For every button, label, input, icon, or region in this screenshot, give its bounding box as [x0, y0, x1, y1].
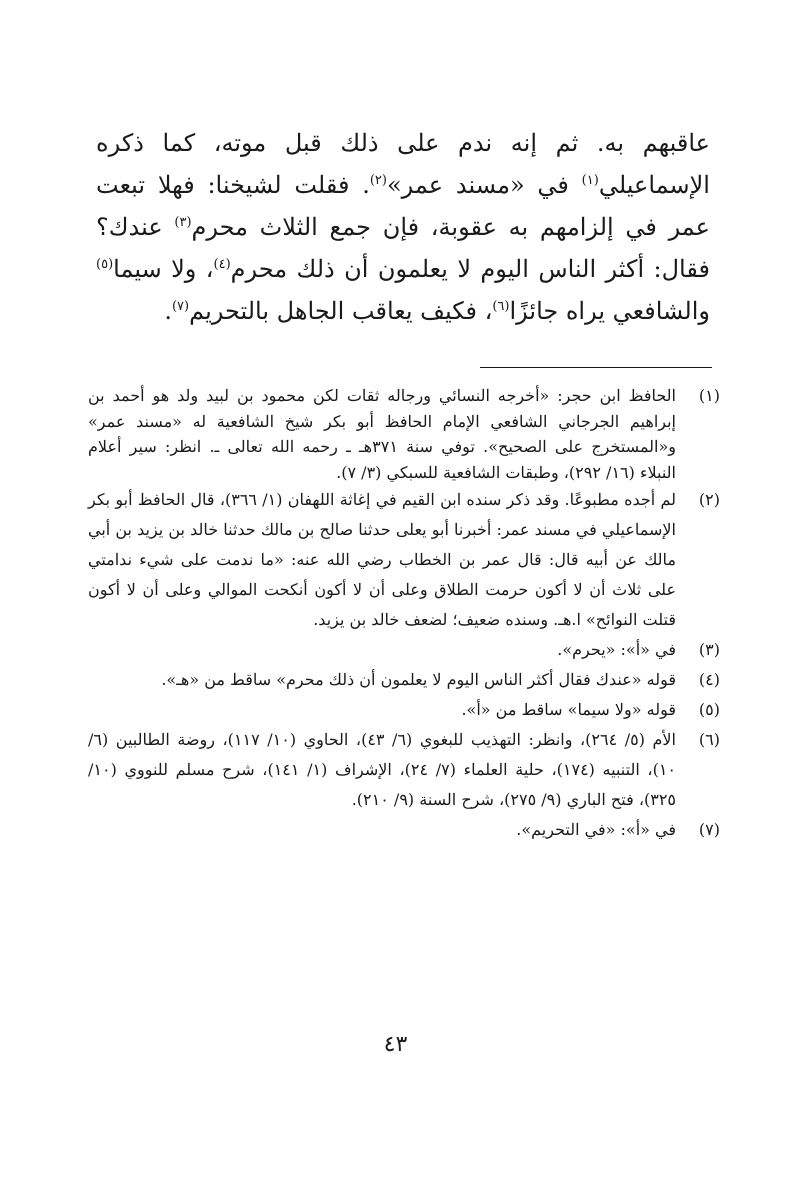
main-text-segment: ، ولا سيما	[113, 255, 214, 283]
footnote-number: (٦)	[698, 730, 720, 749]
main-text	[96, 122, 710, 332]
footnote-text: في «أ»: «يحرم».	[557, 640, 676, 659]
footnote-text: قوله «عندك فقال أكثر الناس اليوم لا يعلمون أن ذلك محرم» ساقط من «هـ».	[161, 670, 676, 689]
main-text-segment: .	[164, 297, 172, 325]
main-text-segment: . فقلت لشيخنا: فهلا تبعت عمر في إلزامهم به عقوبة، فإن جمع الثلاث محرم	[96, 171, 711, 241]
footnote-5	[88, 695, 720, 725]
page-number: ٤٣	[383, 1032, 408, 1057]
footnote-6	[88, 725, 720, 815]
footnote-7	[88, 815, 720, 845]
footnote-ref-6[interactable]: (٦)	[492, 299, 510, 314]
footnote-3	[88, 635, 720, 665]
footnote-number: (٧)	[698, 820, 720, 839]
footnote-text: قوله «ولا سيما» ساقط من «أ».	[461, 700, 676, 719]
footnote-number: (٤)	[698, 670, 720, 689]
main-text-segment: والشافعي يراه جائزًا	[509, 297, 710, 325]
footnote-ref-5[interactable]: (٥)	[96, 257, 114, 272]
footnote-text: لم أجده مطبوعًا. وقد ذكر سنده ابن القيم في إغاثة اللهفان (١/ ٣٦٦)، قال الحافظ أبو بكر الإسماعيلي في مسند عمر: أخبرنا أبو يعلى حدثنا صالح بن مالك حدثنا خالد بن يزيد بن أبي مالك عن أبيه قال: قال عمر بن الخطاب رضي الله عنه: «ما ندمت على شيء ندامتي على ثلاث أن لا أكون حرمت الطلاق وعلى أن لا أكون أنكحت الموالي وعلى أن لا أكون قتلت النوائح» ا.هـ. وسنده ضعيف؛ لضعف خالد بن يزيد.	[88, 490, 676, 629]
footnote-1	[88, 383, 720, 485]
footnote-number: (١)	[698, 386, 720, 405]
footnote-text: في «أ»: «في التحريم».	[516, 820, 676, 839]
footnote-4	[88, 665, 720, 695]
footnote-text: الحافظ ابن حجر: «أخرجه النسائي ورجاله ثقات لكن محمود بن لبيد ولد هو أحمد بن إبراهيم الجرجاني الشافعي الإمام الحافظ أبو بكر شيخ الشافعية له «مسند عمر» و«المستخرج على الصحيح». توفي سنة ٣٧١هـ ـ رحمه الله تعالى ـ. انظر: سير أعلام النبلاء (١٦/ ٢٩٢)، وطبقات الشافعية للسبكي (٣/ ٧).	[88, 386, 677, 482]
main-text-segment: عاقبهم به. ثم إنه ندم على ذلك قبل موته، كما ذكره الإسماعيلي	[96, 129, 710, 199]
footnote-2	[88, 485, 720, 635]
main-text-segment: في «مسند عمر»	[386, 171, 569, 199]
footnote-number: (٣)	[698, 640, 720, 659]
footnote-ref-3[interactable]: (٣)	[174, 215, 192, 230]
footnote-number: (٥)	[698, 700, 720, 719]
main-text-segment: عندك؟ فقال: أكثر الناس اليوم لا يعلمون أن ذلك محرم	[96, 213, 710, 283]
footnote-text: الأم (٥/ ٢٦٤)، وانظر: التهذيب للبغوي (٦/ ٤٣)، الحاوي (١٠/ ١١٧)، روضة الطالبين (٦/ ١٠)، التنبيه (١٧٤)، حلية العلماء (٧/ ٢٤)، الإشراف (١/ ١٤١)، شرح مسلم للنووي (١٠/ ٣٢٥)، فتح الباري (٩/ ٢٧٥)، شرح السنة (٩/ ٢١٠).	[88, 730, 677, 809]
footnote-ref-1[interactable]: (١)	[581, 173, 599, 188]
main-text-segment: ، فكيف يعاقب الجاهل بالتحريم	[189, 297, 493, 325]
main-paragraph	[96, 122, 710, 332]
footnote-ref-2[interactable]: (٢)	[369, 173, 387, 188]
footnote-divider	[480, 367, 712, 368]
footnotes	[88, 383, 720, 845]
footnote-ref-4[interactable]: (٤)	[213, 257, 231, 272]
footnote-ref-7[interactable]: (٧)	[171, 299, 190, 314]
footnote-number: (٢)	[698, 490, 720, 509]
